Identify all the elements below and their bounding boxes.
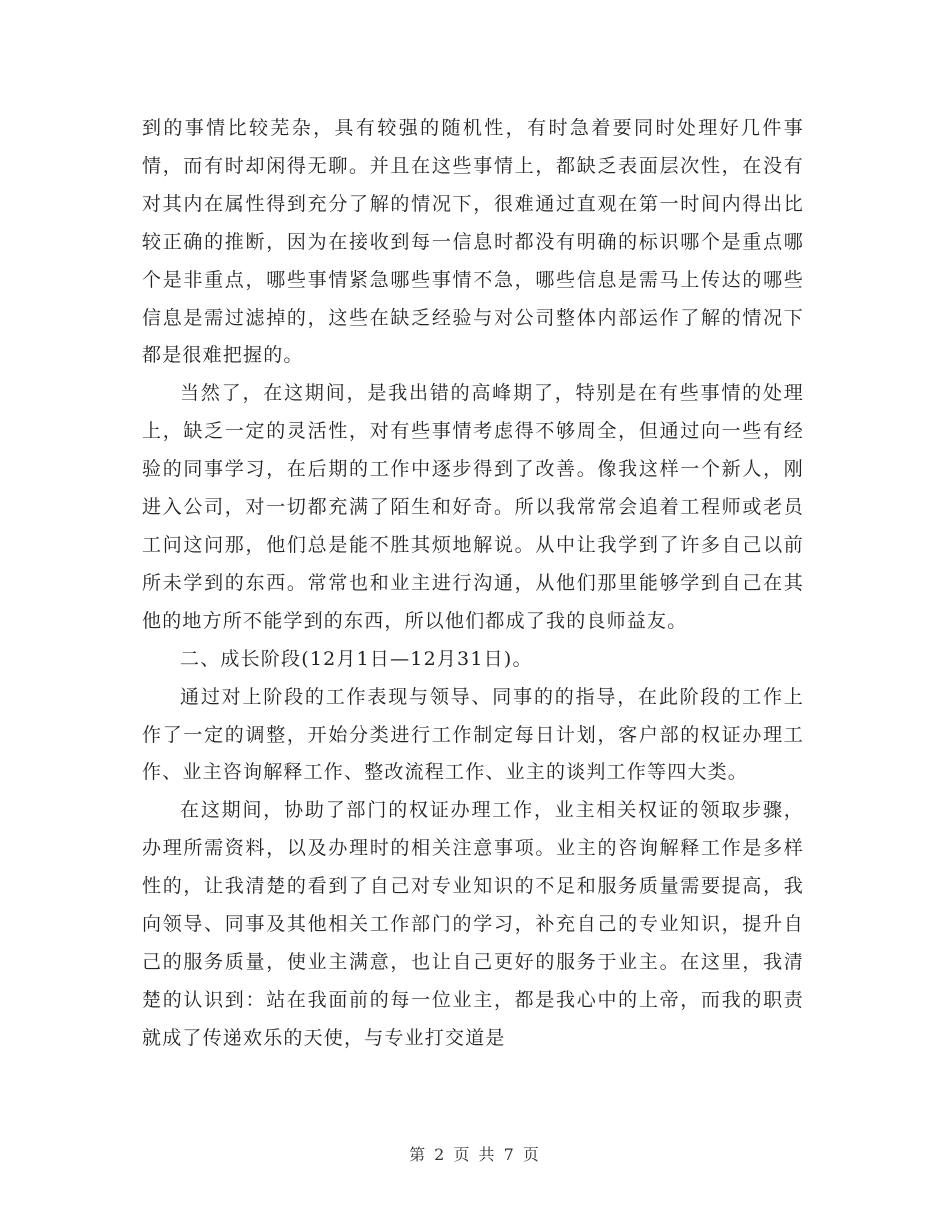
section-heading-growth-stage: 二、成长阶段(12月1日—12月31日)。 — [180, 647, 533, 670]
paragraph-learning-period: 当然了，在这期间，是我出错的高峰期了，特别是在有些事情的处理上，缺乏一定的灵活性，对有些事情考虑得不够周全，但通过向一些有经验的同事学习，在后期的工作中逐步得到了改善。像我这样一个新人，刚进入公司，对一切都充满了陌生和好奇。所以我常常会追着工程师或老员工问这问那，他们总是能不胜其烦地解说。从中让我学到了许多自己以前所未学到的东西。常常也和业主进行沟通，从他们那里能够学到自己在其他的地方所不能学到的东西，所以他们都成了我的良师益友。 — [142, 382, 804, 632]
paragraph-certificate-work: 在这期间，协助了部门的权证办理工作，业主相关权证的领取步骤，办理所需资料，以及办理时的相关注意事项。业主的咨询解释工作是多样性的，让我清楚的看到了自己对专业知识的不足和服务质量需要提高，我向领导、同事及其他相关工作部门的学习，补充自己的专业知识，提升自己的服务质量，使业主满意，也让自己更好的服务于业主。在这里，我清楚的认识到：站在我面前的每一位业主，都是我心中的上帝，而我的职责就成了传递欢乐的天使，与专业打交道是 — [142, 799, 804, 1049]
page-number-footer: 第 2 页 共 7 页 — [409, 1145, 541, 1164]
paragraph-work-adjustment: 通过对上阶段的工作表现与领导、同事的的指导，在此阶段的工作上作了一定的调整，开始分类进行工作制定每日计划，客户部的权证办理工作、业主咨询解释工作、整改流程工作、业主的谈判工作等四大类。 — [142, 685, 804, 784]
paragraph-continuation: 到的事情比较芜杂，具有较强的随机性，有时急着要同时处理好几件事情，而有时却闲得无聊。并且在这些事情上，都缺乏表面层次性，在没有对其内在属性得到充分了解的情况下，很难通过直观在第一时间内得出比较正确的推断，因为在接收到每一信息时都没有明确的标识哪个是重点哪个是非重点，哪些事情紧急哪些事情不急，哪些信息是需马上传达的哪些信息是需过滤掉的，这些在缺乏经验与对公司整体内部运作了解的情况下都是很难把握的。 — [142, 117, 804, 367]
document-body — [142, 110, 804, 1058]
